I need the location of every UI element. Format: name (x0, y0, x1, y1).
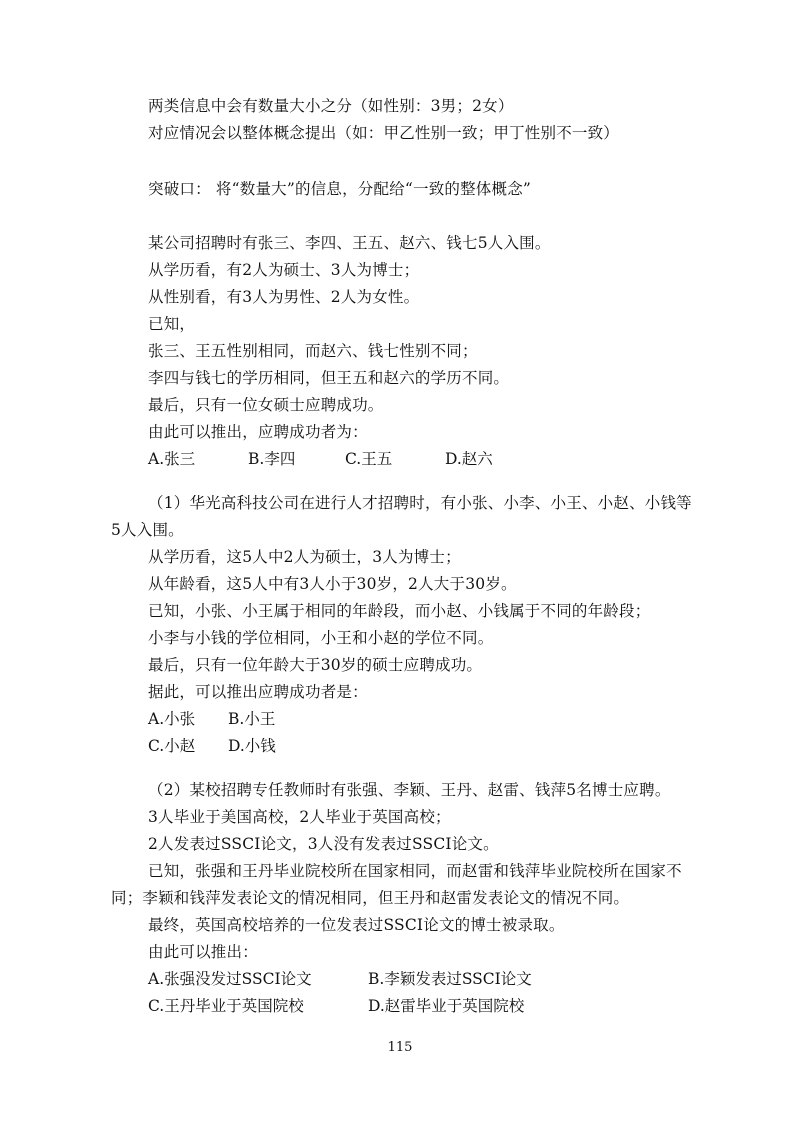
example-line: 由此可以推出，应聘成功者为： (148, 423, 368, 441)
q2-option-a: A.张强没发过SSCI论文 (148, 970, 312, 988)
q1-line-2: 5人入围。 (111, 521, 184, 539)
q1-option-b: B.小王 (228, 710, 276, 728)
example-line: 某公司招聘时有张三、李四、王五、赵六、钱七5人入围。 (148, 234, 551, 252)
q1-line: 小李与小钱的学位相同，小王和小赵的学位不同。 (148, 629, 494, 647)
q2-option-d: D.赵雷毕业于英国院校 (368, 997, 525, 1015)
q1-line: 据此，可以推出应聘成功者是： (148, 683, 368, 701)
intro-line-2: 对应情况会以整体概念提出（如：甲乙性别一致；甲丁性别不一致） (148, 124, 620, 142)
example-line: 李四与钱七的学历相同，但王五和赵六的学历不同。 (148, 369, 510, 387)
example-line: 从学历看，有2人为硕士、3人为博士； (148, 261, 420, 279)
q2-line: 由此可以推出： (148, 943, 258, 961)
example-line: 最后，只有一位女硕士应聘成功。 (148, 396, 384, 414)
q2-option-c: C.王丹毕业于英国院校 (148, 997, 304, 1015)
breakthrough-line: 突破口： 将“数量大”的信息，分配给“一致的整体概念” (148, 180, 532, 198)
q2-line: 2人发表过SSCI论文，3人没有发表过SSCI论文。 (148, 835, 499, 853)
q2-wrap-line: 同；李颖和钱萍发表论文的情况相同，但王丹和赵雷发表论文的情况不同。 (111, 889, 630, 907)
q1-option-d: D.小钱 (228, 737, 276, 755)
q1-option-c: C.小赵 (148, 737, 196, 755)
q1-option-a: A.小张 (148, 710, 196, 728)
q2-option-b: B.李颖发表过SSCI论文 (368, 970, 532, 988)
intro-line-1: 两类信息中会有数量大小之分（如性别：3男；2女） (148, 97, 514, 115)
q1-line: 从学历看，这5人中2人为硕士，3人为博士； (148, 548, 461, 566)
example-option-a: A.张三 (148, 450, 196, 468)
example-line: 已知， (148, 315, 196, 333)
q1-line: 从年龄看，这5人中有3人小于30岁，2人大于30岁。 (148, 575, 517, 593)
q2-line: 3人毕业于美国高校，2人毕业于英国高校； (148, 808, 451, 826)
example-option-d: D.赵六 (445, 450, 493, 468)
q1-line: 已知，小张、小王属于相同的年龄段，而小赵、小钱属于不同的年龄段； (148, 602, 651, 620)
q2-line-1: （2）某校招聘专任教师时有张强、李颖、王丹、赵雷、钱萍5名博士应聘。 (148, 781, 671, 799)
example-option-b: B.李四 (248, 450, 296, 468)
example-line: 张三、王五性别相同，而赵六、钱七性别不同； (148, 342, 478, 360)
q1-line-1: （1）华光高科技公司在进行人才招聘时，有小张、小李、小王、小赵、小钱等 (148, 494, 692, 512)
example-line: 从性别看，有3人为男性、2人为女性。 (148, 288, 420, 306)
q2-line: 已知，张强和王丹毕业院校所在国家相同，而赵雷和钱萍毕业院校所在国家不 (148, 862, 682, 880)
page-number: 115 (387, 1040, 413, 1055)
example-option-c: C.王五 (345, 450, 393, 468)
q1-line: 最后，只有一位年龄大于30岁的硕士应聘成功。 (148, 656, 483, 674)
q2-line: 最终，英国高校培养的一位发表过SSCI论文的博士被录取。 (148, 916, 565, 934)
